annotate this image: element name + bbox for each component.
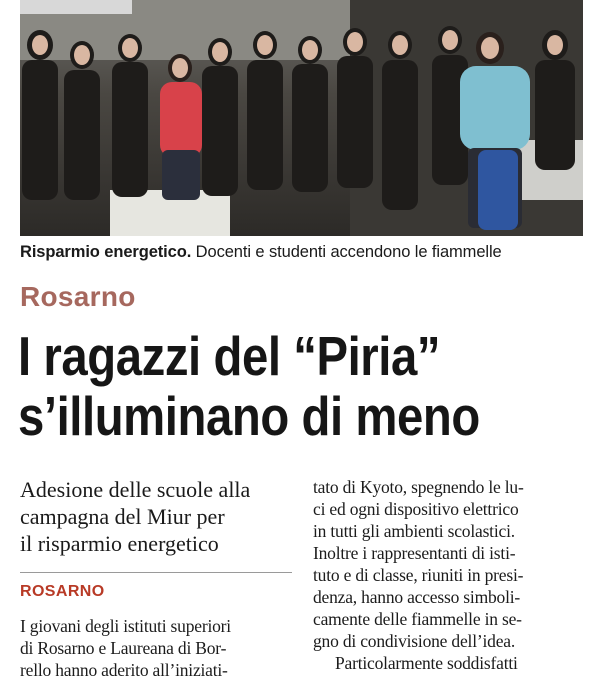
body-right-line-5: tuto e di classe, riuniti in presi- xyxy=(313,565,524,585)
headline-line-2: s’illuminano di meno xyxy=(18,385,480,447)
article-body-right xyxy=(313,476,587,674)
photo-caption xyxy=(20,243,595,262)
news-photo xyxy=(20,0,583,236)
body-right-line-2: ci ed ogni dispositivo elettrico xyxy=(313,499,519,519)
body-right-line-8: gno di condivisione dell’idea. xyxy=(313,631,516,651)
subhead xyxy=(20,476,292,557)
kicker-location: Rosarno xyxy=(20,281,136,312)
body-right-line-3: in tutti gli ambienti scolastici. xyxy=(313,521,515,541)
photo-corner-tab xyxy=(20,0,132,14)
body-left-line-2: di Rosarno e Laureana di Bor- xyxy=(20,638,227,658)
body-right-line-4: Inoltre i rappresentanti di isti- xyxy=(313,543,516,563)
body-left-line-1: I giovani degli istituti superiori xyxy=(20,616,231,636)
subhead-line-1: Adesione delle scuole alla xyxy=(20,477,251,502)
headline-line-1: I ragazzi del “Piria” xyxy=(18,325,441,387)
headline xyxy=(18,326,517,446)
caption-lead: Risparmio energetico. xyxy=(20,243,192,261)
body-right-line-9: Particolarmente soddisfatti xyxy=(335,653,518,673)
article-body-left xyxy=(20,615,292,681)
body-right-line-7: camente delle fiammelle in se- xyxy=(313,609,522,629)
body-left-line-3: rello hanno aderito all’iniziati- xyxy=(20,660,228,680)
section-divider xyxy=(20,572,292,573)
subhead-line-2: campagna del Miur per xyxy=(20,504,225,529)
body-right-line-1: tato di Kyoto, spegnendo le lu- xyxy=(313,477,524,497)
group-photo-illustration xyxy=(20,0,583,236)
subhead-line-3: il risparmio energetico xyxy=(20,531,219,556)
section-tag: ROSARNO xyxy=(20,583,105,600)
caption-text: Docenti e studenti accendono le fiammelle xyxy=(191,243,502,261)
body-right-line-6: denza, hanno accesso simboli- xyxy=(313,587,521,607)
